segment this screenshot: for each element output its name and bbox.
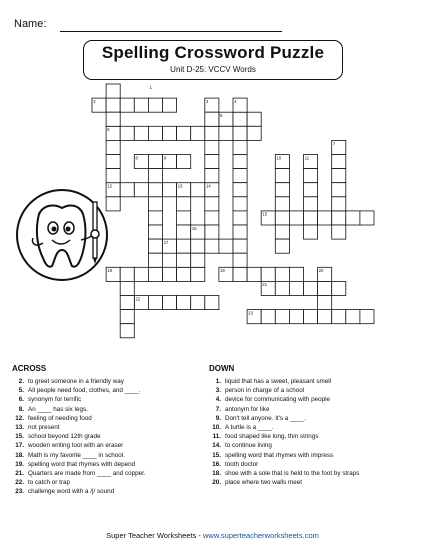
clue-text: to catch or trap: [28, 479, 70, 487]
clue-number: 13.: [15, 423, 24, 431]
grid-cell[interactable]: [275, 197, 289, 211]
grid-cell[interactable]: [332, 211, 346, 225]
grid-cell[interactable]: [177, 296, 191, 310]
across-clue: [12, 387, 146, 396]
grid-cell[interactable]: [148, 98, 162, 112]
grid-cell[interactable]: [205, 169, 219, 183]
grid-cell[interactable]: [191, 296, 205, 310]
clue-text: food shaped like long, thin strings: [225, 433, 319, 441]
grid-cell[interactable]: [134, 98, 148, 112]
grid-number: 23: [248, 310, 253, 316]
down-clue: [209, 378, 359, 387]
grid-cell[interactable]: [261, 310, 275, 324]
clue-number: 7.: [215, 405, 221, 413]
grid-cell[interactable]: [120, 98, 134, 112]
across-clue: [12, 488, 146, 497]
grid-cell[interactable]: [177, 197, 191, 211]
grid-cell[interactable]: [332, 281, 346, 295]
clue-number: 2.: [18, 378, 24, 385]
grid-cell[interactable]: [205, 225, 219, 239]
grid-cell[interactable]: [106, 155, 120, 169]
grid-cell[interactable]: [148, 197, 162, 211]
grid-number: 9: [163, 155, 167, 161]
grid-cell[interactable]: [163, 267, 177, 281]
clue-text: Math is my favorite ____ in school.: [28, 451, 125, 459]
grid-cell[interactable]: [233, 126, 247, 140]
clue-text: shoe with a sole that is held to the foot by straps: [225, 469, 360, 477]
grid-cell[interactable]: [304, 169, 318, 183]
grid-cell[interactable]: [219, 126, 233, 140]
clue-number: 12.: [15, 414, 24, 422]
grid-cell[interactable]: [163, 296, 177, 310]
grid-cell[interactable]: [120, 267, 134, 281]
down-clue: [209, 461, 359, 470]
grid-cell[interactable]: [191, 239, 205, 253]
clue-number: 16.: [212, 460, 221, 468]
grid-cell[interactable]: [191, 183, 205, 197]
down-clue: [209, 396, 359, 405]
grid-cell[interactable]: [261, 267, 275, 281]
footer-separator: -: [196, 531, 203, 540]
clue-number: 19.: [15, 460, 24, 468]
down-clue: [209, 442, 359, 451]
name-label: Name:: [14, 18, 47, 30]
grid-cell[interactable]: [120, 296, 134, 310]
grid-cell[interactable]: [205, 239, 219, 253]
grid-cell[interactable]: [332, 310, 346, 324]
grid-cell[interactable]: [163, 126, 177, 140]
down-clue: [209, 479, 359, 488]
grid-cell[interactable]: [275, 239, 289, 253]
clue-number: 14.: [212, 442, 221, 450]
clue-text: not present: [28, 423, 60, 431]
grid-cell[interactable]: [304, 225, 318, 239]
across-clue: [12, 396, 146, 405]
clue-text: person in charge of a school: [225, 387, 305, 395]
grid-cell[interactable]: [163, 183, 177, 197]
clue-number: 17.: [15, 442, 24, 450]
grid-cell[interactable]: [346, 211, 360, 225]
down-clue: [209, 387, 359, 396]
grid-number: 15: [262, 211, 268, 217]
across-clue: [12, 461, 146, 470]
across-clue: [12, 452, 146, 461]
clue-text: to greet someone in a friendly way: [28, 378, 124, 385]
clue-number: 18.: [15, 451, 24, 459]
grid-number: 6: [107, 127, 110, 133]
grid-cell[interactable]: [304, 183, 318, 197]
grid-number: 10: [276, 155, 282, 161]
grid-cell[interactable]: [289, 267, 303, 281]
grid-cell[interactable]: [275, 267, 289, 281]
grid-cell[interactable]: [346, 310, 360, 324]
clue-text: All people need food, clothes, and ____.: [28, 387, 141, 395]
grid-cell[interactable]: [205, 155, 219, 169]
clue-number: 20.: [212, 479, 221, 487]
grid-cell[interactable]: [148, 169, 162, 183]
clue-text: challenge word with a /j/ sound: [28, 488, 115, 496]
grid-cell[interactable]: [177, 155, 191, 169]
grid-cell[interactable]: [233, 169, 247, 183]
across-clue: [12, 378, 146, 387]
clue-text: feeling of needing food: [28, 414, 92, 422]
grid-cell[interactable]: [332, 155, 346, 169]
grid-cell[interactable]: [219, 239, 233, 253]
grid-cell[interactable]: [177, 211, 191, 225]
grid-cell[interactable]: [120, 126, 134, 140]
grid-cell[interactable]: [332, 183, 346, 197]
grid-cell[interactable]: [148, 296, 162, 310]
grid-cell[interactable]: [134, 267, 148, 281]
clue-number: 11.: [212, 433, 221, 441]
grid-number: 19: [220, 268, 225, 274]
grid-cell[interactable]: [106, 169, 120, 183]
clue-text: device for communicating with people: [225, 396, 331, 404]
across-clue: [12, 424, 146, 433]
page-title: Spelling Crossword Puzzle: [101, 43, 325, 62]
grid-cell[interactable]: [134, 183, 148, 197]
clue-text: liquid that has a sweet, pleasant smell: [225, 378, 332, 385]
down-clue: [209, 415, 359, 424]
grid-cell[interactable]: [332, 225, 346, 239]
clue-text: wooden writing tool with an eraser: [28, 442, 124, 450]
grid-cell[interactable]: [205, 296, 219, 310]
grid-cell[interactable]: [148, 183, 162, 197]
grid-cell[interactable]: [191, 126, 205, 140]
clue-text: antonym for like: [225, 405, 270, 413]
across-clue: [12, 415, 146, 424]
grid-number: 8: [135, 155, 138, 161]
across-clue: [12, 470, 146, 479]
grid-number: 2: [93, 98, 96, 104]
clue-number: 15.: [15, 433, 24, 441]
grid-cell[interactable]: [233, 239, 247, 253]
grid-cell[interactable]: [233, 112, 247, 126]
grid-cell[interactable]: [318, 211, 332, 225]
grid-cell[interactable]: [106, 84, 120, 98]
grid-cell[interactable]: [233, 183, 247, 197]
grid-cell[interactable]: [304, 281, 318, 295]
down-clue: [209, 433, 359, 442]
grid-cell[interactable]: [177, 225, 191, 239]
grid-cell[interactable]: [177, 253, 191, 267]
grid-cell[interactable]: [275, 183, 289, 197]
grid-cell[interactable]: [205, 197, 219, 211]
grid-cell[interactable]: [332, 169, 346, 183]
grid-cell[interactable]: [106, 197, 120, 211]
across-clue: [12, 479, 146, 488]
grid-cell[interactable]: [148, 253, 162, 267]
grid-cell[interactable]: [233, 211, 247, 225]
down-clue: [209, 406, 359, 415]
grid-cell[interactable]: [106, 112, 120, 126]
grid-cell[interactable]: [275, 225, 289, 239]
across-clue: [12, 442, 146, 451]
grid-number: 22: [135, 296, 141, 302]
down-clue: [209, 424, 359, 433]
grid-cell[interactable]: [177, 239, 191, 253]
grid-cell[interactable]: [233, 140, 247, 154]
clue-text: to continue living: [225, 442, 272, 450]
grid-cell[interactable]: [304, 211, 318, 225]
grid-number: 1: [149, 84, 152, 90]
clue-number: 5.: [18, 387, 24, 395]
grid-cell[interactable]: [177, 126, 191, 140]
down-clue: [209, 452, 359, 461]
grid-cell[interactable]: [106, 98, 120, 112]
grid-cell[interactable]: [148, 225, 162, 239]
grid-cell[interactable]: [304, 197, 318, 211]
across-heading: ACROSS: [12, 364, 47, 373]
grid-cell[interactable]: [318, 296, 332, 310]
grid-number: 14: [206, 183, 211, 189]
grid-cell[interactable]: [233, 225, 247, 239]
clue-number: 3.: [215, 387, 221, 395]
clue-number: 9.: [215, 414, 221, 422]
clue-text: Don't tell anyone. It's a ____.: [225, 414, 306, 422]
clue-text: A turtle is a ____.: [225, 423, 274, 431]
grid-cell[interactable]: [233, 253, 247, 267]
grid-cell[interactable]: [360, 310, 374, 324]
grid-cell[interactable]: [332, 197, 346, 211]
grid-cell[interactable]: [148, 267, 162, 281]
clue-text: school beyond 12th grade: [28, 433, 101, 441]
down-clues: [209, 364, 359, 488]
grid-number: 4: [234, 98, 237, 104]
grid-cell[interactable]: [289, 281, 303, 295]
grid-cell[interactable]: [360, 211, 374, 225]
grid-cell[interactable]: [148, 239, 162, 253]
grid-number: 21: [262, 282, 268, 288]
grid-cell[interactable]: [134, 126, 148, 140]
grid-cell[interactable]: [148, 126, 162, 140]
grid-number: 13: [177, 183, 183, 189]
grid-cell[interactable]: [106, 140, 120, 154]
clue-text: tooth doctor: [225, 460, 259, 468]
grid-cell[interactable]: [120, 324, 134, 338]
footer: [0, 531, 425, 540]
clue-number: 21.: [15, 469, 24, 477]
clue-number: 6.: [18, 396, 24, 404]
grid-cell[interactable]: [247, 267, 261, 281]
grid-cell[interactable]: [120, 281, 134, 295]
down-clue: [209, 470, 359, 479]
grid-cell[interactable]: [275, 169, 289, 183]
grid-cell[interactable]: [120, 183, 134, 197]
grid-cell[interactable]: [247, 112, 261, 126]
clue-number: 8.: [18, 405, 24, 413]
grid-cell[interactable]: [275, 310, 289, 324]
grid-number: 11: [304, 155, 310, 161]
grid-cell[interactable]: [318, 310, 332, 324]
grid-number: 3: [206, 98, 209, 104]
clue-number: 18.: [212, 469, 221, 477]
clue-number: 22.: [15, 479, 24, 487]
clue-text: synonym for terrific: [28, 396, 82, 404]
grid-number: 5: [220, 113, 223, 118]
grid-cell[interactable]: [205, 140, 219, 154]
clue-text: spelling word that rhymes with impress: [225, 451, 334, 459]
grid-cell[interactable]: [318, 281, 332, 295]
grid-cell[interactable]: [205, 126, 219, 140]
clue-text: Quarters are made from ____ and copper.: [28, 469, 146, 477]
grid-number: 7: [332, 141, 336, 147]
clue-number: 4.: [215, 396, 221, 404]
grid-cell[interactable]: [191, 267, 205, 281]
clue-text: An ____ has six legs.: [28, 405, 88, 413]
clue-text: spelling word that rhymes with depend: [28, 460, 136, 468]
grid-cell[interactable]: [120, 310, 134, 324]
grid-number: 12: [107, 183, 112, 189]
across-clue: [12, 433, 146, 442]
grid-cell[interactable]: [304, 310, 318, 324]
grid-number: 20: [318, 268, 324, 274]
footer-url[interactable]: www.superteacherworksheets.com: [202, 531, 319, 540]
grid-cell[interactable]: [275, 211, 289, 225]
grid-cell[interactable]: [205, 211, 219, 225]
page-subtitle: Unit D-25: VCCV Words: [170, 65, 256, 74]
clue-number: 23.: [15, 488, 24, 496]
clue-text: place where two walls meet: [225, 479, 302, 487]
grid-cell[interactable]: [275, 281, 289, 295]
grid-cell[interactable]: [148, 155, 162, 169]
footer-brand: Super Teacher Worksheets: [106, 531, 197, 540]
grid-cell[interactable]: [233, 267, 247, 281]
across-clue: [12, 406, 146, 415]
grid-cell[interactable]: [148, 211, 162, 225]
down-heading: DOWN: [209, 364, 235, 373]
grid-number: 18: [107, 268, 112, 274]
across-clues: [12, 364, 146, 497]
grid-cell[interactable]: [289, 310, 303, 324]
grid-cell[interactable]: [205, 112, 219, 126]
grid-cell[interactable]: [247, 126, 261, 140]
grid-number: 17: [163, 239, 169, 245]
clue-number: 15.: [212, 451, 221, 459]
grid-cell[interactable]: [289, 211, 303, 225]
clue-number: 1.: [215, 378, 221, 385]
grid-cell[interactable]: [177, 267, 191, 281]
grid-cell[interactable]: [191, 253, 205, 267]
grid-number: 16: [191, 225, 197, 231]
grid-cell[interactable]: [163, 98, 177, 112]
clue-number: 10.: [212, 423, 221, 431]
grid-cell[interactable]: [233, 197, 247, 211]
grid-cell[interactable]: [233, 155, 247, 169]
